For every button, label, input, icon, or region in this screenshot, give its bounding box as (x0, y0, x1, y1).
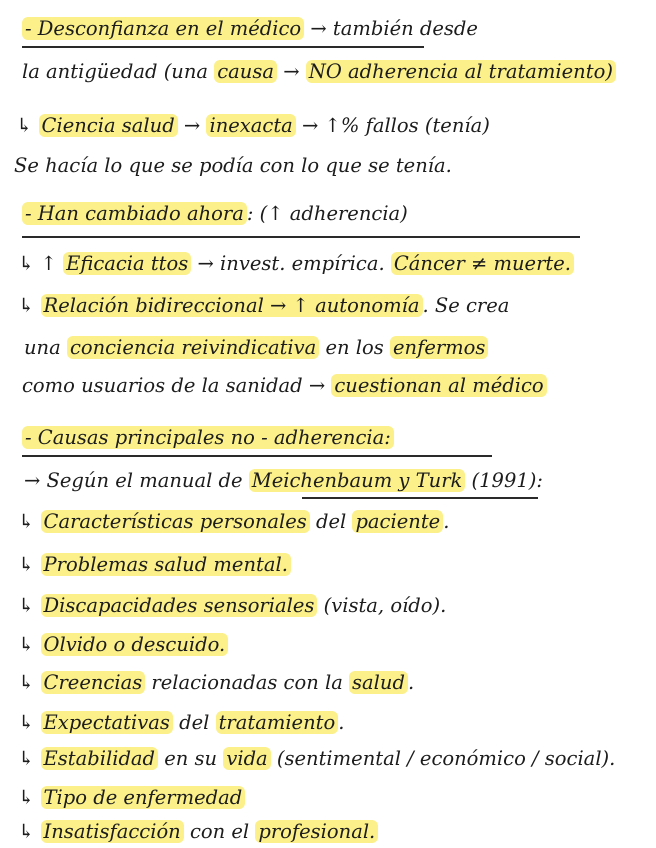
note-text: : (↑ adherencia) (246, 202, 408, 225)
heading-underline (22, 236, 580, 238)
note-text: . (338, 711, 345, 734)
note-text: ↳ (18, 671, 41, 694)
note-text: ↳ (18, 294, 41, 317)
highlighted-text: Problemas salud mental. (41, 553, 291, 576)
note-text: → también desde (304, 17, 478, 40)
note-text: → invest. empírica. (191, 252, 391, 275)
note-line (18, 551, 291, 579)
note-text: (1991): (465, 469, 543, 492)
note-text: . (443, 510, 450, 533)
highlighted-text: - Desconfianza en el médico (22, 17, 304, 40)
note-line (16, 112, 490, 140)
highlighted-text: - Han cambiado ahora (22, 202, 247, 225)
heading-underline (22, 46, 424, 48)
note-text: ↳ (18, 633, 41, 656)
note-text: la antigüedad (una (22, 60, 215, 83)
highlighted-text: - Causas principales no - adherencia: (22, 426, 394, 449)
note-text: en los (319, 336, 390, 359)
note-text: Se hacía lo que se podía con lo que se tenía. (14, 154, 452, 177)
note-text: ↳ (18, 820, 41, 843)
highlighted-text: Creencias (41, 671, 146, 694)
highlighted-text: Características personales (41, 510, 310, 533)
highlighted-text: Eficacia ttos (63, 252, 191, 275)
note-line (18, 818, 378, 846)
highlighted-text: NO adherencia al tratamiento) (306, 60, 616, 83)
note-line (22, 15, 478, 43)
highlighted-text: inexacta (206, 114, 295, 137)
reference-underline (302, 497, 538, 499)
highlighted-text: Estabilidad (41, 747, 159, 770)
note-text: ↳ (18, 747, 41, 770)
note-line (18, 631, 228, 659)
highlighted-text: profesional. (255, 820, 378, 843)
note-line (22, 200, 408, 228)
note-text: con el (183, 820, 256, 843)
highlighted-text: conciencia reivindicativa (67, 336, 319, 359)
note-text: ↳ (18, 594, 41, 617)
note-line (18, 292, 509, 320)
heading-underline (22, 455, 492, 457)
note-text: ↳ (18, 786, 41, 809)
highlighted-text: Cáncer ≠ muerte. (391, 252, 574, 275)
note-line (18, 669, 414, 697)
note-text: como usuarios de la sanidad → (22, 374, 332, 397)
note-text: ↳ (16, 114, 39, 137)
highlighted-text: vida (223, 747, 270, 770)
note-line (18, 508, 449, 536)
highlighted-text: Relación bidireccional → ↑ autonomía (41, 294, 423, 317)
note-line (18, 784, 245, 812)
note-line (22, 372, 547, 400)
highlighted-text: causa (214, 60, 277, 83)
note-text: del (309, 510, 353, 533)
note-text: (vista, oído). (317, 594, 447, 617)
highlighted-text: paciente (352, 510, 443, 533)
highlighted-text: Expectativas (41, 711, 173, 734)
note-line (24, 334, 488, 362)
note-line (18, 250, 574, 278)
note-line (18, 592, 446, 620)
note-text: . (407, 671, 415, 694)
note-text: relacionadas con la (145, 671, 350, 694)
note-line (18, 745, 615, 773)
highlighted-text: Olvido o descuido. (41, 633, 229, 656)
note-line (18, 709, 344, 737)
note-line (24, 467, 543, 495)
highlighted-text: tratamiento (216, 711, 339, 734)
note-text: ↳ ↑ (18, 252, 64, 275)
note-text: → (277, 60, 306, 83)
highlighted-text: Tipo de enfermedad (41, 786, 246, 809)
note-text: en su (158, 747, 224, 770)
highlighted-text: Ciencia salud (39, 114, 178, 137)
note-text: → (177, 114, 207, 137)
highlighted-text: enfermos (390, 336, 488, 359)
note-line (14, 152, 452, 180)
note-line (22, 58, 616, 86)
note-text: . Se crea (422, 294, 510, 317)
note-text: (sentimental / económico / social). (270, 747, 616, 770)
note-line (22, 424, 394, 452)
note-text: ↳ (18, 553, 41, 576)
highlighted-text: salud (349, 671, 408, 694)
note-text: → Según el manual de (24, 469, 249, 492)
highlighted-text: cuestionan al médico (331, 374, 546, 397)
highlighted-text: Discapacidades sensoriales (41, 594, 318, 617)
note-text: → ↑% fallos (tenía) (295, 114, 490, 137)
note-text: del (172, 711, 216, 734)
highlighted-text: Insatisfacción (41, 820, 184, 843)
note-text: ↳ (18, 510, 41, 533)
note-text: ↳ (18, 711, 41, 734)
note-text: una (24, 336, 67, 359)
highlighted-text: Meichenbaum y Turk (249, 469, 466, 492)
